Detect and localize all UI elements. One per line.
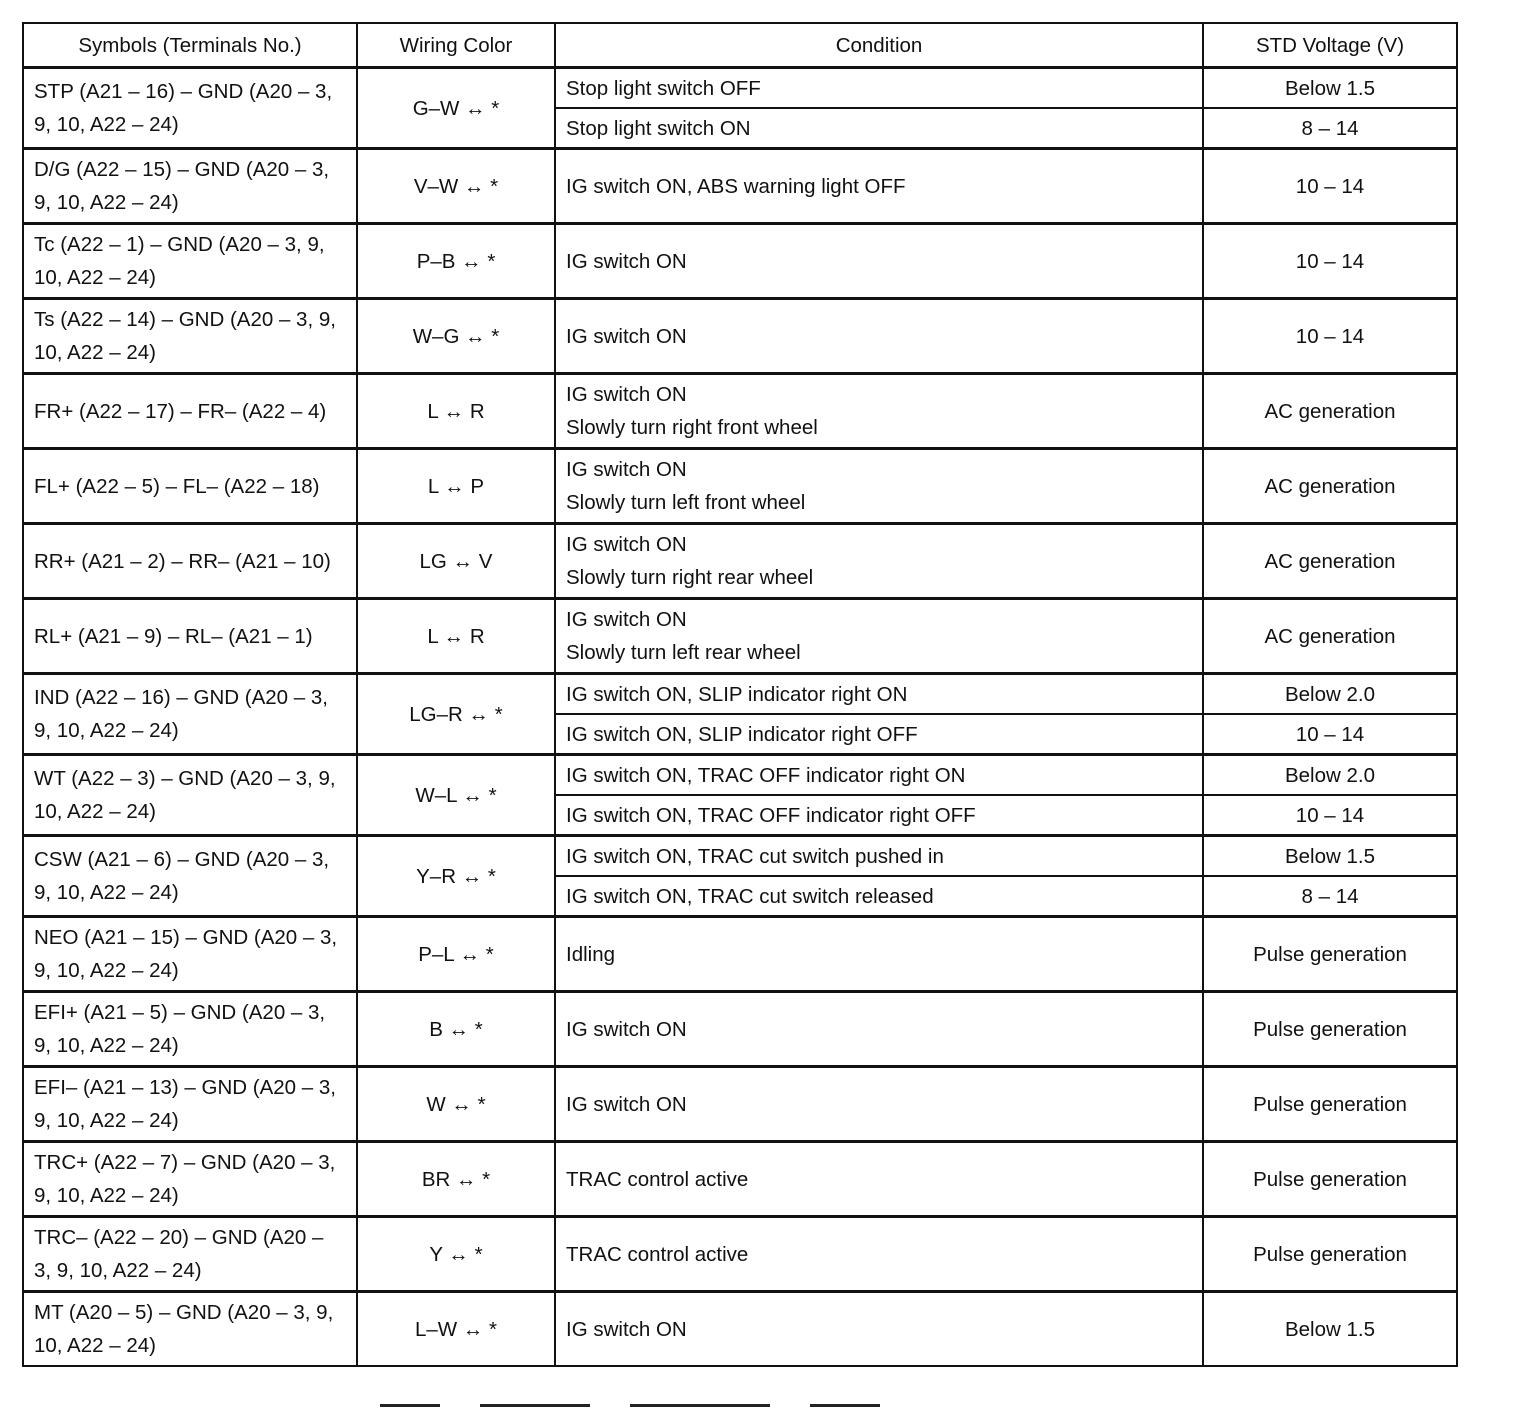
condition-text: IG switch ON, SLIP indicator right ON — [566, 682, 908, 706]
condition-text: IG switch ON — [566, 608, 687, 631]
table-row — [23, 224, 1457, 299]
terminal-symbol: IND (A22 – 16) – GND (A20 – 3, 9, 10, A22 – 24) — [23, 674, 357, 755]
terminal-symbol: EFI+ (A21 – 5) – GND (A20 – 3, 9, 10, A22 – 24) — [23, 992, 357, 1067]
std-voltage: 8 – 14 — [1203, 108, 1457, 149]
std-voltage: AC generation — [1203, 599, 1457, 674]
std-voltage: Pulse generation — [1203, 992, 1457, 1067]
table-row — [23, 836, 1457, 877]
std-voltage: Below 2.0 — [1203, 674, 1457, 715]
condition-cell — [555, 1292, 1203, 1367]
wiring-color: Y–R ↔ * — [357, 836, 555, 917]
wiring-color: L–W ↔ * — [357, 1292, 555, 1367]
wiring-color: LG–R ↔ * — [357, 674, 555, 755]
condition-text: IG switch ON, TRAC cut switch released — [566, 884, 934, 908]
table-row — [23, 374, 1457, 449]
terminal-symbol: NEO (A21 – 15) – GND (A20 – 3, 9, 10, A22 – 24) — [23, 917, 357, 992]
condition-cell — [555, 374, 1203, 449]
table-row — [23, 299, 1457, 374]
std-voltage: Below 1.5 — [1203, 836, 1457, 877]
wiring-color: L ↔ R — [357, 599, 555, 674]
terminal-symbol: CSW (A21 – 6) – GND (A20 – 3, 9, 10, A22 – 24) — [23, 836, 357, 917]
condition-cell — [555, 599, 1203, 674]
terminal-symbol: WT (A22 – 3) – GND (A20 – 3, 9, 10, A22 – 24) — [23, 755, 357, 836]
table-row — [23, 149, 1457, 224]
wiring-color: W ↔ * — [357, 1067, 555, 1142]
table-row — [23, 599, 1457, 674]
condition-text: IG switch ON, TRAC OFF indicator right OFF — [566, 803, 976, 827]
table-row — [23, 917, 1457, 992]
condition-text: IG switch ON — [566, 458, 687, 481]
wiring-color: L ↔ P — [357, 449, 555, 524]
table-row — [23, 1142, 1457, 1217]
terminal-symbol: TRC– (A22 – 20) – GND (A20 – 3, 9, 10, A22 – 24) — [23, 1217, 357, 1292]
std-voltage: 10 – 14 — [1203, 224, 1457, 299]
condition-cell — [555, 755, 1203, 796]
std-voltage: 10 – 14 — [1203, 149, 1457, 224]
table-row — [23, 1292, 1457, 1367]
wiring-color: W–L ↔ * — [357, 755, 555, 836]
condition-cell — [555, 224, 1203, 299]
std-voltage: Pulse generation — [1203, 917, 1457, 992]
std-voltage: 10 – 14 — [1203, 795, 1457, 836]
std-voltage: Pulse generation — [1203, 1067, 1457, 1142]
condition-text: IG switch ON — [566, 1092, 687, 1116]
condition-text-2: Slowly turn left rear wheel — [566, 641, 801, 664]
wiring-color: BR ↔ * — [357, 1142, 555, 1217]
condition-text: IG switch ON, TRAC OFF indicator right ON — [566, 763, 966, 787]
std-voltage: 10 – 14 — [1203, 714, 1457, 755]
condition-text: IG switch ON — [566, 533, 687, 556]
header-condition: Condition — [555, 23, 1203, 68]
terminal-symbol: FR+ (A22 – 17) – FR– (A22 – 4) — [23, 374, 357, 449]
condition-cell — [555, 1142, 1203, 1217]
condition-cell — [555, 917, 1203, 992]
header-wiring-color: Wiring Color — [357, 23, 555, 68]
wiring-color: L ↔ R — [357, 374, 555, 449]
condition-text: Idling — [566, 942, 616, 966]
condition-text: IG switch ON, TRAC cut switch pushed in — [566, 844, 944, 868]
wiring-color: V–W ↔ * — [357, 149, 555, 224]
condition-text: IG switch ON — [566, 383, 687, 406]
std-voltage: Pulse generation — [1203, 1142, 1457, 1217]
header-std-voltage: STD Voltage (V) — [1203, 23, 1457, 68]
condition-text: Stop light switch OFF — [566, 76, 761, 100]
table-row — [23, 674, 1457, 715]
std-voltage: 8 – 14 — [1203, 876, 1457, 917]
condition-text: IG switch ON, SLIP indicator right OFF — [566, 722, 918, 746]
condition-cell — [555, 876, 1203, 917]
wiring-color: P–B ↔ * — [357, 224, 555, 299]
terminal-symbol: Tc (A22 – 1) – GND (A20 – 3, 9, 10, A22 – 24) — [23, 224, 357, 299]
table-body — [23, 68, 1457, 1367]
terminal-symbol: TRC+ (A22 – 7) – GND (A20 – 3, 9, 10, A22 – 24) — [23, 1142, 357, 1217]
condition-cell — [555, 1067, 1203, 1142]
std-voltage: 10 – 14 — [1203, 299, 1457, 374]
table-row — [23, 524, 1457, 599]
condition-cell — [555, 524, 1203, 599]
condition-text: Stop light switch ON — [566, 116, 751, 140]
condition-text: TRAC control active — [566, 1167, 749, 1191]
std-voltage: AC generation — [1203, 524, 1457, 599]
footer-marks — [380, 1404, 980, 1416]
terminal-symbol: FL+ (A22 – 5) – FL– (A22 – 18) — [23, 449, 357, 524]
terminal-symbol: D/G (A22 – 15) – GND (A20 – 3, 9, 10, A22 – 24) — [23, 149, 357, 224]
condition-cell — [555, 149, 1203, 224]
condition-cell — [555, 299, 1203, 374]
condition-cell — [555, 674, 1203, 715]
std-voltage: Below 1.5 — [1203, 68, 1457, 109]
condition-cell — [555, 108, 1203, 149]
condition-cell — [555, 836, 1203, 877]
table-row — [23, 755, 1457, 796]
terminal-symbol: MT (A20 – 5) – GND (A20 – 3, 9, 10, A22 – 24) — [23, 1292, 357, 1367]
table-header-row — [23, 23, 1457, 68]
wiring-color: B ↔ * — [357, 992, 555, 1067]
table-row — [23, 68, 1457, 109]
condition-text: IG switch ON — [566, 1017, 687, 1041]
header-symbols: Symbols (Terminals No.) — [23, 23, 357, 68]
table-row — [23, 1067, 1457, 1142]
wiring-color: LG ↔ V — [357, 524, 555, 599]
condition-cell — [555, 68, 1203, 109]
condition-text: IG switch ON — [566, 249, 687, 273]
condition-text: IG switch ON — [566, 324, 687, 348]
wiring-color: W–G ↔ * — [357, 299, 555, 374]
condition-text-2: Slowly turn right front wheel — [566, 416, 818, 439]
table-row — [23, 992, 1457, 1067]
std-voltage: Below 1.5 — [1203, 1292, 1457, 1367]
condition-text: TRAC control active — [566, 1242, 749, 1266]
terminal-symbol: RL+ (A21 – 9) – RL– (A21 – 1) — [23, 599, 357, 674]
std-voltage: Pulse generation — [1203, 1217, 1457, 1292]
condition-cell — [555, 795, 1203, 836]
condition-cell — [555, 1217, 1203, 1292]
condition-text-2: Slowly turn right rear wheel — [566, 566, 814, 589]
condition-text: IG switch ON — [566, 1317, 687, 1341]
terminal-symbol: STP (A21 – 16) – GND (A20 – 3, 9, 10, A22 – 24) — [23, 68, 357, 149]
condition-text-2: Slowly turn left front wheel — [566, 491, 806, 514]
wiring-color: G–W ↔ * — [357, 68, 555, 149]
terminal-voltage-table — [22, 22, 1458, 1367]
terminal-symbol: EFI– (A21 – 13) – GND (A20 – 3, 9, 10, A22 – 24) — [23, 1067, 357, 1142]
std-voltage: Below 2.0 — [1203, 755, 1457, 796]
condition-cell — [555, 714, 1203, 755]
terminal-symbol: Ts (A22 – 14) – GND (A20 – 3, 9, 10, A22 – 24) — [23, 299, 357, 374]
table-row — [23, 1217, 1457, 1292]
condition-cell — [555, 992, 1203, 1067]
std-voltage: AC generation — [1203, 374, 1457, 449]
terminal-symbol: RR+ (A21 – 2) – RR– (A21 – 10) — [23, 524, 357, 599]
table-row — [23, 449, 1457, 524]
condition-text: IG switch ON, ABS warning light OFF — [566, 174, 906, 198]
wiring-color: Y ↔ * — [357, 1217, 555, 1292]
condition-cell — [555, 449, 1203, 524]
wiring-color: P–L ↔ * — [357, 917, 555, 992]
std-voltage: AC generation — [1203, 449, 1457, 524]
